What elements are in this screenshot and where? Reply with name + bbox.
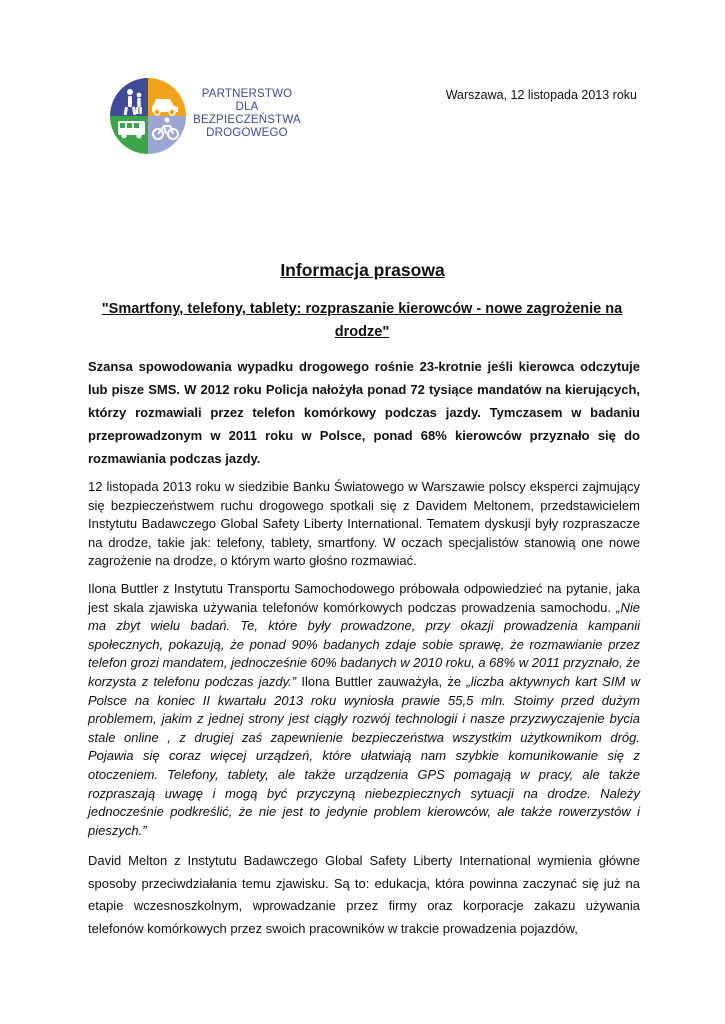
paragraph-2-middle: Ilona Buttler zauważyła, że — [301, 673, 462, 689]
quote-1: „Nie ma zbyt wielu badań. Te, które były prowadzone, przy okazji prowadzenia kampanii społecznych, pokazują, że ponad 90% badanych zdaje sobie sprawę, że rozmawianie przez telefon grozi mandatem, jednocześnie 60% badanych w 2010 roku, a 68% w 2011 przyznało, że korzysta z telefonu podczas jazdy.” — [88, 599, 640, 689]
body-paragraph-3: David Melton z Instytutu Badawczego Global Safety Liberty International wymienia główne sposoby przeciwdziałania temu zjawisku. Są to: edukacja, która powinna zaczynać się już na etapie wczesnoszkolnym, wprowadzanie przez firmy oraz korporacje zakazu używania telefonów komórkowych przez swoich pracowników w trakcie prowadzenia pojazdów, — [88, 853, 640, 936]
logo-emblem — [106, 74, 190, 158]
quote-2: „liczba aktywnych kart SIM w Polsce na koniec II kwartału 2013 roku wyniosła prawie 55,5 mln. Stoimy przed dużym problemem, jakim z jednej strony jest ciągły rozwój technologii i nasze przyzwyczajenie bycia stale online , z drugiej zaś zapewnienie bezpieczeństwa wszystkim użytkownikom dróg. Pojawia się coraz więcej urządzeń, które ułatwiają nam szybkie komunikowanie się z otoczeniem. Telefony, tablety, ale także urządzenia GPS pomagają w pracy, ale także rozpraszają uwagę i mogą być przyczyną niebezpiecznych sytuacji na drodze. Należy jednocześnie podkreślić, że nie jest to jedynie problem kierowców, ale także rowerzystów i pieszych.” — [88, 673, 640, 838]
logo-wordmark — [192, 88, 302, 140]
logo-line: BEZPIECZEŃSTWA — [193, 114, 301, 126]
document-subtitle: "Smartfony, telefony, tablety: rozpraszanie kierowców - nowe zagrożenie na drodze" — [101, 301, 623, 340]
document-title: Informacja prasowa — [280, 260, 445, 280]
logo-line: PARTNERSTWO — [201, 88, 293, 100]
body-paragraph-1: 12 listopada 2013 roku w siedzibie Banku Światowego w Warszawie polscy eksperci zajmujący się bezpieczeństwem ruchu drogowego spotkali się z Davidem Meltonem, przedstawicielem Instytutu Badawczego Global Safety Liberty International. Tematem dyskusji były rozpraszacze na drodze, takie jak: telefony, tablety, smartfony. W oczach specjalistów stanowią one nowe zagrożenie na drodze, o którym warto głośno rozmawiać. — [88, 479, 640, 569]
paragraph-2-intro: Ilona Buttler z Instytutu Transportu Samochodowego próbowała odpowiedzieć na pytanie, jaka jest skala zjawiska używania telefonów komórkowych podczas prowadzenia samochodu. — [88, 581, 640, 615]
partnership-logo — [106, 74, 306, 158]
document-date: Warszawa, 12 listopada 2013 roku — [445, 88, 637, 102]
logo-line: DLA — [235, 101, 259, 113]
logo-line: DROGOWEGO — [206, 127, 288, 139]
body-paragraph-2 — [88, 580, 640, 840]
lead-paragraph: Szansa spowodowania wypadku drogowego rośnie 23-krotnie jeśli kierowca odczytuje lub pisze SMS. W 2012 roku Policja nałożyła ponad 72 tysiące mandatów na kierujących, którzy rozmawiali przez telefon komórkowy podczas jazdy. Tymczasem w badaniu przeprowadzonym w 2011 roku w Polsce, ponad 68% kierowców przyznało się do rozmawiania podczas jazdy. — [88, 359, 640, 466]
